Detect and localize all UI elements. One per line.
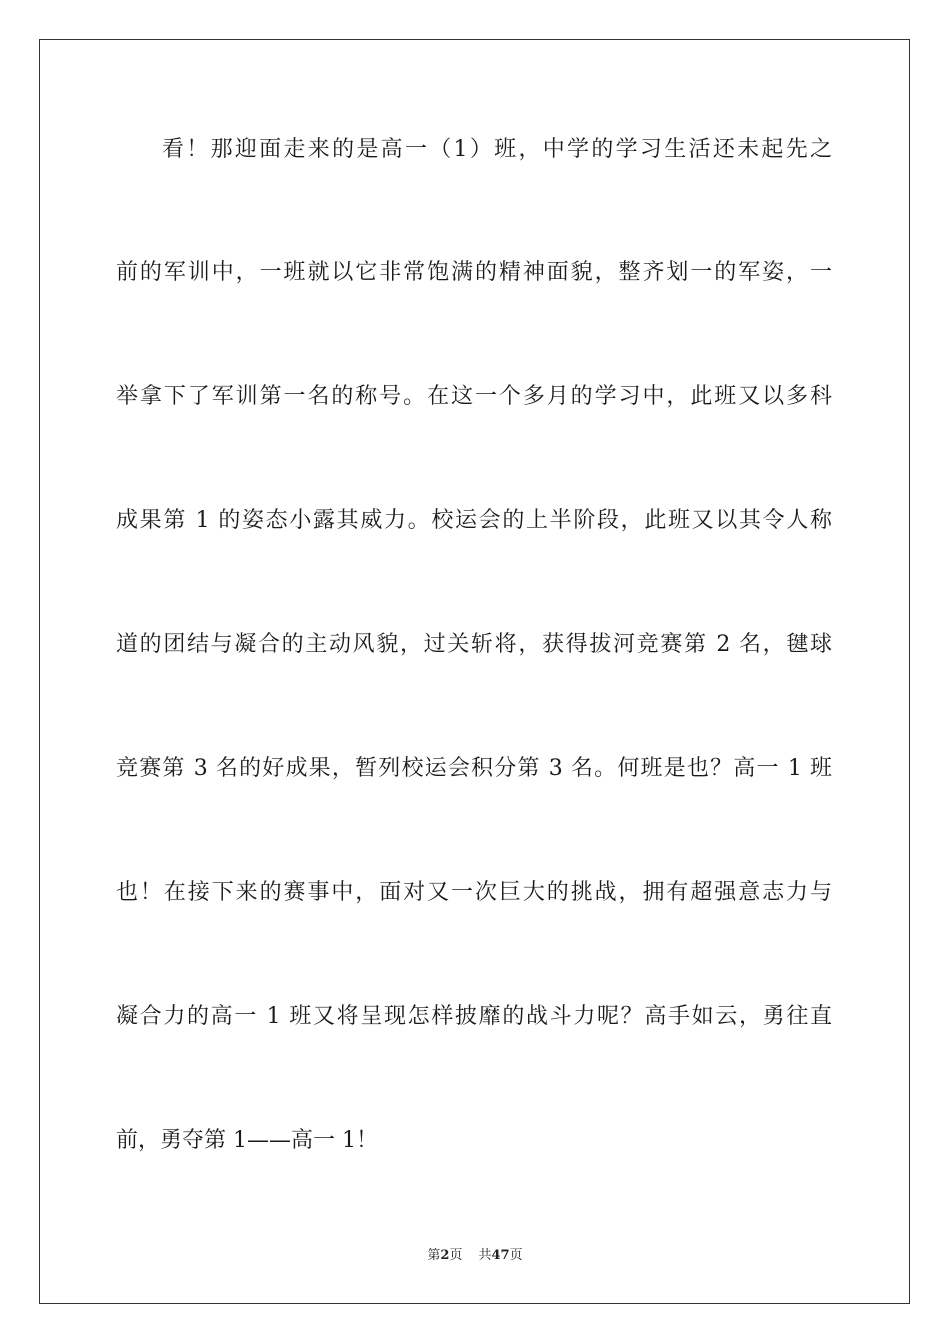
paragraph-line: 道的团结与凝合的主动风貌，过关斩将，获得拔河竞赛第 2 名，毽球 (116, 632, 832, 657)
paragraph-line: 前的军训中，一班就以它非常饱满的精神面貌，整齐划一的军姿，一 (116, 260, 832, 285)
page-label-prefix: 第 (427, 1248, 441, 1263)
total-label-prefix: 共 (478, 1248, 492, 1263)
paragraph-line: 举拿下了军训第一名的称号。在这一个多月的学习中，此班又以多科 (116, 384, 832, 409)
paragraph-line: 看！那迎面走来的是高一（1）班，中学的学习生活还未起先之 (162, 137, 832, 162)
paragraph-line: 凝合力的高一 1 班又将呈现怎样披靡的战斗力呢？高手如云，勇往直 (116, 1004, 832, 1029)
paragraph-line: 也！在接下来的赛事中，面对又一次巨大的挑战，拥有超强意志力与 (116, 880, 832, 905)
paragraph-line: 前，勇夺第 1——高一 1！ (116, 1128, 378, 1153)
page-number: 2 (440, 1248, 450, 1263)
page-frame (39, 39, 910, 1304)
page-footer (0, 1247, 950, 1265)
paragraph-line: 竞赛第 3 名的好成果，暂列校运会积分第 3 名。何班是也？高一 1 班 (116, 756, 832, 781)
paragraph-line: 成果第 1 的姿态小露其威力。校运会的上半阶段，此班又以其令人称 (116, 508, 832, 533)
page-label-suffix: 页 (449, 1248, 463, 1263)
total-pages: 47 (491, 1248, 510, 1263)
total-label-suffix: 页 (509, 1248, 523, 1263)
